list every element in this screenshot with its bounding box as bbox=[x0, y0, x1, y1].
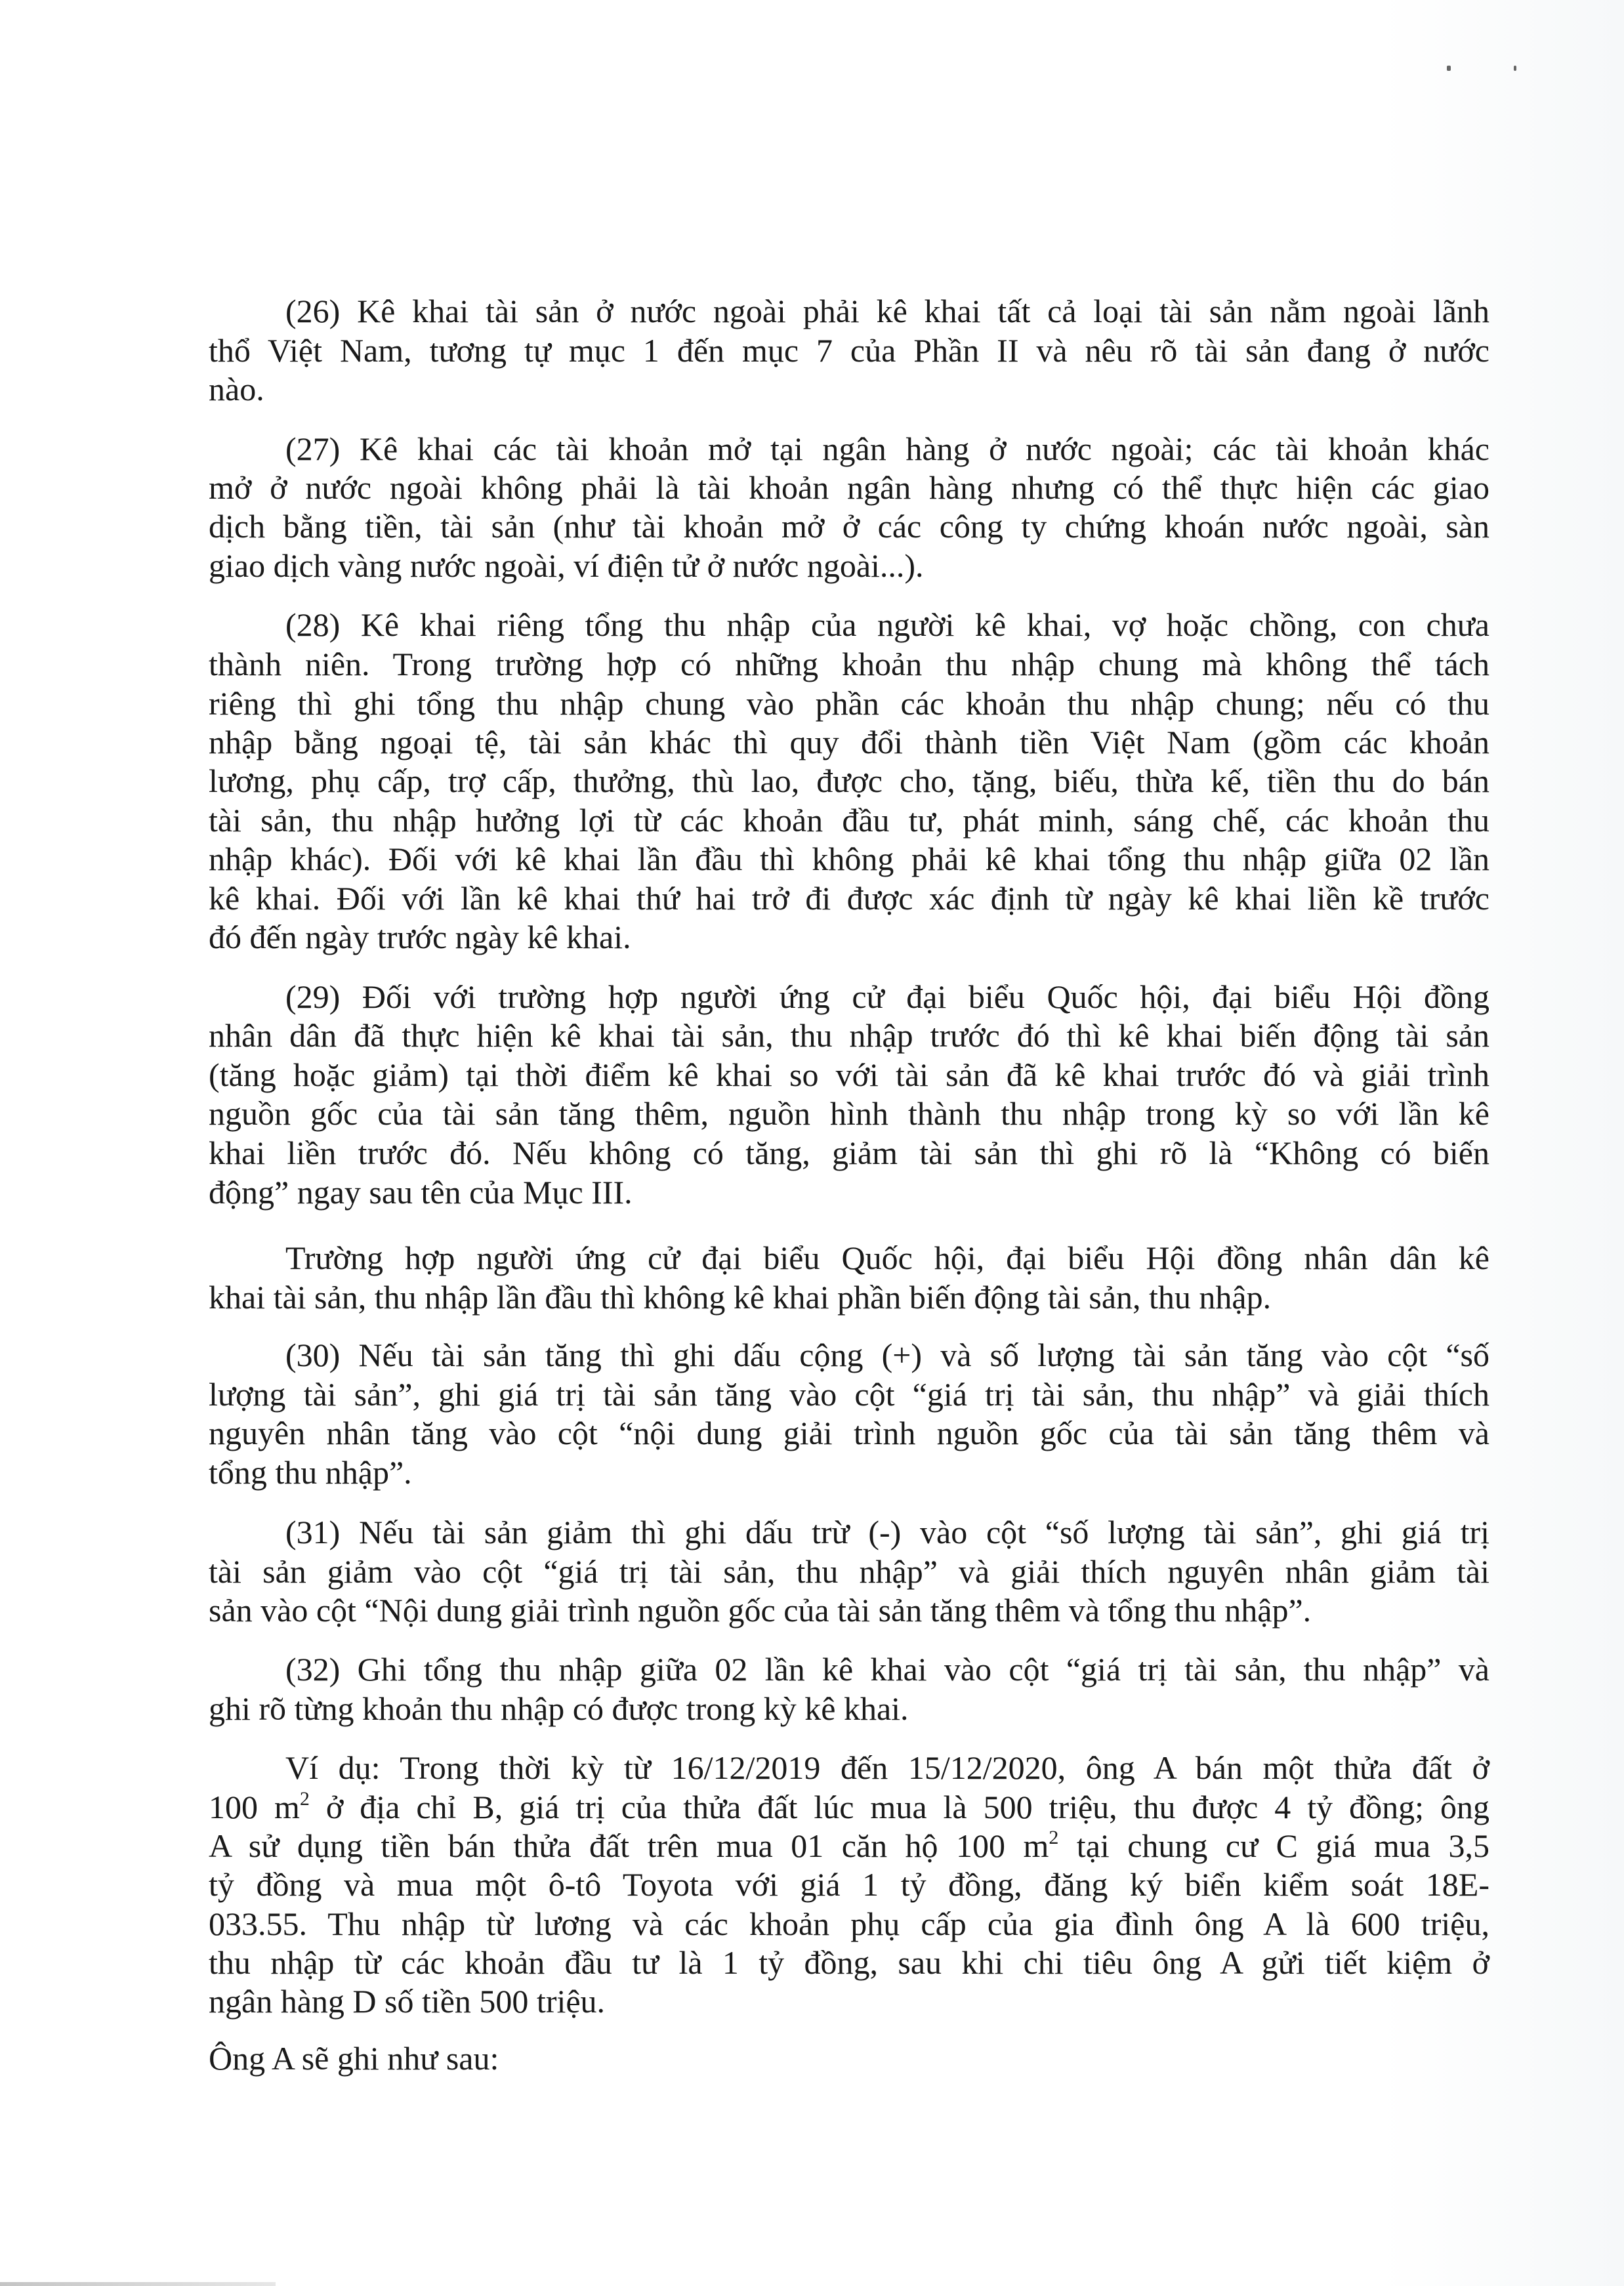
text-segment: tỷ đồng và mua một ô-tô Toyota với giá 1 tỷ đồng, đăng ký biển kiểm soát 18E- bbox=[209, 1866, 1489, 1903]
text-line bbox=[209, 1278, 1489, 1317]
scan-edge bbox=[0, 2282, 276, 2286]
text-segment: (26) Kê khai tài sản ở nước ngoài phải kê khai tất cả loại tài sản nằm ngoài lãnh bbox=[285, 293, 1489, 329]
text-line bbox=[209, 800, 1489, 840]
text-line bbox=[285, 1748, 1489, 1787]
text-segment: nào. bbox=[209, 371, 264, 407]
text-line bbox=[209, 1453, 1489, 1492]
text-segment: A sử dụng tiền bán thửa đất trên mua 01 căn hộ 100 m bbox=[209, 1827, 1049, 1864]
text-segment: thổ Việt Nam, tương tự mục 1 đến mục 7 của Phần II và nêu rõ tài sản đang ở nước bbox=[209, 332, 1489, 369]
text-segment: Ví dụ: Trong thời kỳ từ 16/12/2019 đến 15/12/2020, ông A bán một thửa đất ở bbox=[285, 1749, 1489, 1786]
text-segment: (27) Kê khai các tài khoản mở tại ngân hàng ở nước ngoài; các tài khoản khác bbox=[285, 430, 1489, 467]
text-line bbox=[209, 1689, 1489, 1728]
text-line bbox=[209, 1552, 1489, 1591]
text-segment: ngân hàng D số tiền 500 triệu. bbox=[209, 1983, 606, 2020]
text-segment: nhân dân đã thực hiện kê khai tài sản, thu nhập trước đó thì kê khai biến động tài sản bbox=[209, 1017, 1489, 1054]
text-line bbox=[209, 1982, 1489, 2021]
text-segment: tổng thu nhập”. bbox=[209, 1454, 412, 1491]
text-segment: thu nhập từ các khoản đầu tư là 1 tỷ đồng, sau khi chi tiêu ông A gửi tiết kiệm ở bbox=[209, 1944, 1489, 1981]
text-line bbox=[285, 1650, 1489, 1689]
text-segment: (31) Nếu tài sản giảm thì ghi dấu trừ (-) vào cột “số lượng tài sản”, ghi giá trị bbox=[285, 1514, 1489, 1550]
text-segment: tại chung cư C giá mua 3,5 bbox=[1058, 1827, 1489, 1864]
text-line bbox=[209, 917, 1489, 957]
text-segment: (29) Đối với trường hợp người ứng cử đại biểu Quốc hội, đại biểu Hội đồng bbox=[285, 978, 1489, 1015]
text-segment: (30) Nếu tài sản tăng thì ghi dấu cộng (+) và số lượng tài sản tăng vào cột “số bbox=[285, 1337, 1489, 1373]
superscript: 2 bbox=[299, 1788, 310, 1810]
text-line bbox=[285, 429, 1489, 468]
text-segment: nhập bằng ngoại tệ, tài sản khác thì quy đổi thành tiền Việt Nam (gồm các khoản bbox=[209, 724, 1489, 760]
text-line bbox=[209, 1016, 1489, 1055]
scan-speck bbox=[1447, 66, 1451, 71]
text-line bbox=[285, 1335, 1489, 1375]
text-segment: khai liền trước đó. Nếu không có tăng, giảm tài sản thì ghi rõ là “Không có biến bbox=[209, 1134, 1489, 1171]
text-segment: ở địa chỉ B, giá trị của thửa đất lúc mua là 500 triệu, thu được 4 tỷ đồng; ông bbox=[309, 1789, 1489, 1825]
text-segment: tài sản giảm vào cột “giá trị tài sản, thu nhập” và giải thích nguyên nhân giảm tài bbox=[209, 1553, 1489, 1590]
text-segment: tài sản, thu nhập hưởng lợi từ các khoản đầu tư, phát minh, sáng chế, các khoản thu bbox=[209, 802, 1489, 839]
text-segment: (32) Ghi tổng thu nhập giữa 02 lần kê khai vào cột “giá trị tài sản, thu nhập” và bbox=[285, 1651, 1489, 1688]
text-line bbox=[209, 684, 1489, 723]
text-line bbox=[209, 369, 1489, 409]
text-segment: nguyên nhân tăng vào cột “nội dung giải trình nguồn gốc của tài sản tăng thêm và bbox=[209, 1415, 1489, 1451]
text-line bbox=[209, 1904, 1489, 1943]
text-line bbox=[209, 1133, 1489, 1173]
text-line bbox=[209, 1375, 1489, 1414]
text-segment: ghi rõ từng khoản thu nhập có được trong kỳ kê khai. bbox=[209, 1690, 909, 1727]
text-segment: Trường hợp người ứng cử đại biểu Quốc hội, đại biểu Hội đồng nhân dân kê bbox=[285, 1239, 1489, 1276]
text-segment: động” ngay sau tên của Mục III. bbox=[209, 1174, 633, 1211]
text-line bbox=[209, 1055, 1489, 1094]
text-line bbox=[285, 977, 1489, 1016]
superscript: 2 bbox=[1049, 1827, 1059, 1848]
text-segment: lương, phụ cấp, trợ cấp, thưởng, thù lao, được cho, tặng, biếu, thừa kế, tiền thu do bán bbox=[209, 762, 1489, 799]
scan-speck bbox=[1514, 66, 1516, 71]
text-segment: 033.55. Thu nhập từ lương và các khoản phụ cấp của gia đình ông A là 600 triệu, bbox=[209, 1905, 1489, 1942]
text-line bbox=[209, 468, 1489, 507]
text-line bbox=[209, 331, 1489, 370]
text-segment: nguồn gốc của tài sản tăng thêm, nguồn hình thành thu nhập trong kỳ so với lần kê bbox=[209, 1095, 1489, 1132]
text-line bbox=[209, 2039, 1489, 2078]
text-line bbox=[209, 1590, 1489, 1630]
text-segment: (28) Kê khai riêng tổng thu nhập của người kê khai, vợ hoặc chồng, con chưa bbox=[285, 606, 1489, 643]
text-line bbox=[285, 291, 1489, 331]
text-segment: nhập khác). Đối với kê khai lần đầu thì không phải kê khai tổng thu nhập giữa 02 lần bbox=[209, 841, 1489, 877]
text-line bbox=[209, 1173, 1489, 1212]
text-line bbox=[209, 1787, 1489, 1827]
text-segment: dịch bằng tiền, tài sản (như tài khoản mở ở các công ty chứng khoán nước ngoài, sàn bbox=[209, 508, 1489, 545]
text-line bbox=[209, 644, 1489, 684]
text-segment: Ông A sẽ ghi như sau: bbox=[209, 2040, 499, 2077]
text-line bbox=[209, 507, 1489, 546]
text-segment: 100 m bbox=[209, 1789, 300, 1825]
text-segment: lượng tài sản”, ghi giá trị tài sản tăng vào cột “giá trị tài sản, thu nhập” và giải thích bbox=[209, 1376, 1489, 1413]
text-line bbox=[209, 546, 1489, 585]
text-line bbox=[285, 1238, 1489, 1278]
text-line bbox=[209, 761, 1489, 800]
text-segment: kê khai. Đối với lần kê khai thứ hai trở đi được xác định từ ngày kê khai liền kề trước bbox=[209, 880, 1489, 917]
text-segment: (tăng hoặc giảm) tại thời điểm kê khai so với tài sản đã kê khai trước đó và giải trình bbox=[209, 1056, 1489, 1093]
text-line bbox=[209, 839, 1489, 879]
text-segment: khai tài sản, thu nhập lần đầu thì không kê khai phần biến động tài sản, thu nhập. bbox=[209, 1279, 1272, 1316]
text-segment: thành niên. Trong trường hợp có những khoản thu nhập chung mà không thể tách bbox=[209, 646, 1489, 682]
text-line bbox=[209, 1413, 1489, 1453]
text-line bbox=[209, 879, 1489, 918]
text-segment: riêng thì ghi tổng thu nhập chung vào phần các khoản thu nhập chung; nếu có thu bbox=[209, 685, 1489, 722]
text-line bbox=[285, 605, 1489, 644]
text-line bbox=[209, 1943, 1489, 1982]
text-segment: mở ở nước ngoài không phải là tài khoản ngân hàng nhưng có thể thực hiện các giao bbox=[209, 469, 1489, 506]
text-line bbox=[209, 1826, 1489, 1865]
text-segment: đó đến ngày trước ngày kê khai. bbox=[209, 919, 631, 955]
text-segment: sản vào cột “Nội dung giải trình nguồn gốc của tài sản tăng thêm và tổng thu nhập”. bbox=[209, 1592, 1312, 1629]
text-segment: giao dịch vàng nước ngoài, ví điện tử ở nước ngoài...). bbox=[209, 547, 924, 584]
text-line bbox=[209, 1094, 1489, 1133]
text-line bbox=[209, 722, 1489, 762]
text-line bbox=[285, 1512, 1489, 1552]
text-line bbox=[209, 1865, 1489, 1904]
